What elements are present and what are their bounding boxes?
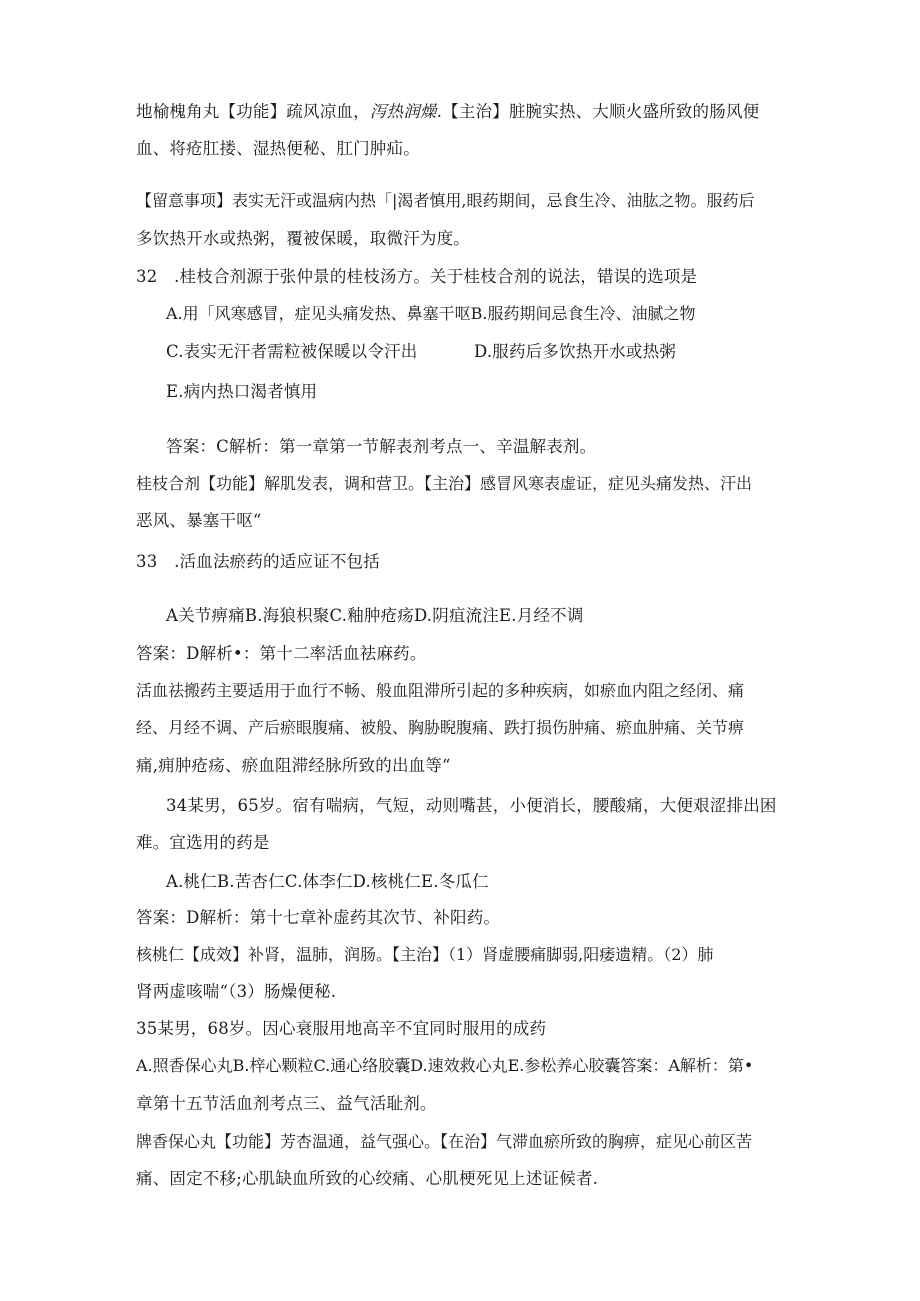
text-line: 核桃仁【成效】补肾，温肺，润肠。【主治】（1）肾虚腰痛脚弱,阳痿遗精。（2）肺: [136, 945, 714, 964]
question-33: 33 .活血法瘀药的适应证不包括: [136, 552, 380, 571]
text-line: 活血祛搬药主要适用于血行不畅、般血阻滞所引起的多种疾病，如瘀血内阻之经闭、痛: [136, 681, 745, 700]
text-line: 肾两虚咳喘“（3）肠燥便秘.: [136, 982, 337, 1001]
answer-line: 答案：C解析：第一章第一节解表剂考点一、辛温解表剂。: [166, 437, 597, 456]
option-line: A.桃仁B.苦杏仁C.体李仁D.核桃仁E.冬瓜仁: [166, 872, 489, 891]
text-span: 地榆槐角丸【功能】疏风凉血，: [136, 102, 370, 121]
text-line: 章第十五节活血剂考点三、益气活耻剂。: [136, 1094, 437, 1113]
option-d: D.服药后多饮热开水或热粥: [474, 342, 676, 361]
option-line: A关节痹痛B.海狼枳聚C.釉肿疮疡D.阴疽流注E.月经不调: [166, 606, 584, 625]
text-span: 【主治】脏腕实热、大顺火盛所致的肠风便: [442, 102, 760, 121]
question-35: 35某男，68岁。因心衰服用地高辛不宜同时服用的成药: [136, 1019, 547, 1038]
italic-span: 泻热润燥.: [369, 102, 443, 121]
text-line: 桂枝合剂【功能】解肌发表，调和营卫。【主治】感冒风寒表虚证，症见头痛发热、汗出: [136, 474, 753, 493]
question-32: 32 .桂枝合剂源于张仲景的桂枝汤方。关于桂枝合剂的说法，错误的选项是: [136, 267, 698, 286]
text-line: 多饮热开水或热粥，覆被保暖，取微汗为度。: [136, 229, 470, 248]
text-line: 恶风、暴塞干呕“: [136, 511, 262, 530]
text-line: 经、月经不调、产后瘀眼腹痛、被般、胸胁睨腹痛、跌打损伤肿痛、瘀血肿痛、关节痹: [136, 718, 745, 737]
text-line: 牌香保心丸【功能】芳杏温通，益气强心。【在治】气滞血瘀所致的胸痹，症见心前区苦: [136, 1132, 753, 1151]
option-e: E.病内热口渴者慎用: [166, 382, 318, 401]
answer-line: 答案：D解析•：第十二率活血祛麻药。: [136, 644, 427, 663]
option-line: A.用「风寒感冒，症见头痛发热、鼻塞干呕B.服药期间忌食生冷、油腻之物: [166, 304, 696, 323]
text-line: 痛、固定不移;心肌缺血所致的心绞痛、心肌梗死见上述证候者.: [136, 1169, 599, 1188]
answer-line: 答案：D解析：第十七章补虚药其次节、补阳药。: [136, 908, 501, 927]
text-line: 【留意事项】表实无汗或温病内热「|渴者慎用,眼药期间，忌食生冷、油肱之物。服药后: [136, 191, 755, 210]
text-line: 难。宜选用的药是: [136, 833, 270, 852]
text-line: 痛,痈肿疮疡、瘀血阻滞经脉所致的出血等“: [136, 756, 451, 775]
text-line: 血、将疮肛搂、湿热便秘、肛门肿疝。: [136, 139, 420, 158]
question-34: 34某男，65岁。宿有喘病，气短，动则嘴甚，小便消长，腰酸痛，大便艰涩排出困: [166, 796, 777, 815]
option-line: A.照香保心丸B.梓心颗粒C.通心络胶囊D.速效救心丸E.参松养心胶囊答案：A解析：第•: [136, 1056, 754, 1075]
option-c: C.表实无汗者需粒被保暖以令汗出: [166, 342, 418, 361]
text-line: [136, 102, 759, 122]
